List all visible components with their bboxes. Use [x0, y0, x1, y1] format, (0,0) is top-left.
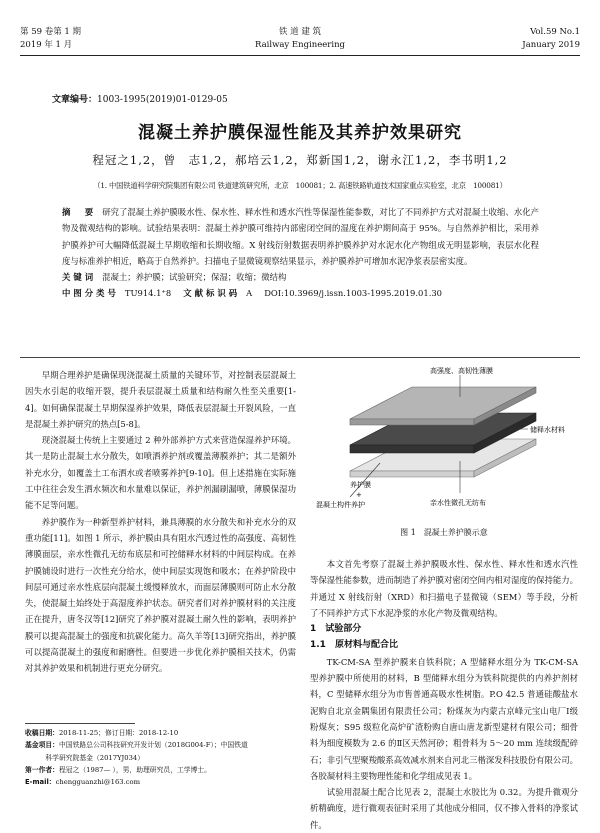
- section-heading: 1 试验部分: [310, 624, 362, 635]
- clc-label: 中图分类号: [62, 288, 119, 299]
- label-plus: +: [356, 491, 362, 499]
- header-journal-cn: 铁 道 建 筑: [278, 27, 322, 37]
- figure-caption: 图 1 混凝土养护膜示意: [400, 528, 488, 537]
- body-paragraph: 现浇混凝土传统上主要通过 2 种外部养护方式来营造保湿养护环境。其一是防止混凝土水分散失，如喷洒养护剂或覆盖薄膜养护；其二是额外补充水分，如覆盖土工布洒水或者喷雾养护[9-10]。但上述措施在实际施工中往往会发生洒水频次和水量难以保证，养护剂漏刷漏喷，薄膜保湿功能不足等问题。: [25, 435, 296, 511]
- paper-title: 混凝土养护膜保湿性能及其养护效果研究: [138, 123, 462, 143]
- header-volume-date-en: [522, 26, 580, 52]
- email-label: E-mail：: [25, 778, 56, 787]
- doc-code-label: 文献标识码: [183, 288, 241, 299]
- abstract: [62, 204, 539, 269]
- body-paragraph: 养护膜作为一种新型养护材料，兼具薄膜的水分散失和补充水分的双重功能[11]。如图 1 所示，养护膜由具有阻水汽透过性的高强度、高韧性薄膜面层，亲水性微孔无纺布底层和可控储释水材料的中间层构成。在养护膜铺设时进行一次性充分给水，使中间层实现饱和吸水；在养护阶段中间层可通过亲水性底层向混凝土缓慢释放水，而面层薄膜则可防止水分散失，使混凝土始终处于高湿度养护状态。研究者们对养护膜材料的关注度正在提升，唐冬汉等[12]研究了养护膜对混凝土耐久性的影响，表明养护膜可以提高混凝土的强度和抗碳化能力。高久羊等[13]研究指出，养护膜可以提高混凝土的强度和耐磨性。但要进一步优化养护膜相关技术，仍需对其养护效果和机制进行更充分研究。: [25, 516, 296, 674]
- abstract-text: 研究了混凝土养护膜吸水性、保水性、释水性和透水汽性等保湿性能参数，对比了不同养护方式对混凝土收缩、水化产物及微观结构的影响。试验结果表明：混凝土养护膜可维持内部密闭空间的湿度在养护期间高于 95%。与自然养护相比，采用养护膜养护可大幅降低混凝土早期收缩和长期收缩。X 射线衍射数据表明养护膜养护对水泥水化产物组成无明显影响，表层水化程度与标准养护相近，略高于自然养护。扫描电子显微镜观察结果显示，养护膜养护可增加水泥净浆表层密实度。: [62, 207, 539, 266]
- header-date-cn: 2019 年 1 月: [20, 40, 73, 50]
- abstract-label: 摘 要: [62, 207, 97, 217]
- keywords: [62, 269, 539, 285]
- fund-label: 基金项目：: [25, 741, 59, 750]
- left-column: [25, 367, 296, 677]
- header-volume-en: Vol.59 No.1: [530, 27, 580, 37]
- label-membrane: 养护膜: [350, 481, 371, 489]
- clc-value: TU914.1⁺8: [124, 288, 172, 299]
- mix-paragraph: 试验用混凝土配合比见表 2，混凝土水胶比为 0.32。为提升微观分析精确度，进行微观表征时采用了其他成分相同，仅不掺入骨料的净浆试件。: [310, 787, 578, 830]
- first-author: 程冠之（1987— ），男，助理研究员，工学博士。: [58, 765, 211, 774]
- doi: DOI:10.3969/j.issn.1003-1995.2019.01.30: [264, 288, 443, 299]
- label-storage: 储释水材料: [530, 426, 565, 434]
- figure-curing-membrane-diagram: [310, 363, 578, 525]
- doc-code-value: A: [246, 288, 253, 299]
- abstract-divider: [20, 357, 580, 358]
- article-number: [52, 92, 228, 105]
- header-date-en: January 2019: [522, 40, 580, 50]
- footnote-divider: [25, 723, 135, 724]
- fund-line-1: 中国铁路总公司科技研究开发计划（2018G004-F）；中国铁道: [58, 741, 248, 750]
- fund-line-2: 科学研究院基金（2017YJ034）: [45, 753, 145, 762]
- article-number-value: 1003-1995(2019)01-0129-05: [97, 95, 228, 105]
- header-journal-en: Railway Engineering: [254, 40, 346, 50]
- keywords-text: 混凝土；养护膜；试验研究；保湿；收缩；微结构: [102, 272, 287, 283]
- abstract-block: [62, 204, 539, 302]
- label-nonwoven: 亲水性微孔无纺布: [430, 499, 486, 507]
- intro-paragraph: 本文首先考察了混凝土养护膜吸水性、保水性、释水性和透水汽性等保湿性能参数，进而制造了养护膜对密闭空间内相对湿度的保持能力。并通过 X 射线衍射（XRD）和扫描电子显微镜（SEM）等手段，分析了不同养护方式下水泥净浆的水化产物及微观结构。: [310, 559, 578, 618]
- keywords-label: 关键词: [62, 272, 97, 283]
- label-film: 高强度、高韧性薄膜: [430, 367, 493, 375]
- right-column: [310, 556, 578, 833]
- materials-paragraph: TK-CM-SA 型养护膜来自铁科院；A 型储释水组分为 TK-CM-SA 型养护膜中所使用的材料，B 型储释水组分为铁科院提供的内养护剂材料，C 型储释水组分为市售普通高吸水性树脂。P.O 42.5 普通硅酸盐水泥购自北京金隅集团有限责任公司；粉煤灰为内蒙古京峰元宝山电厂Ⅰ级粉煤灰；S95 级粒化高炉矿渣粉购自唐山唐龙新型建材有限公司；细骨料为细度模数为 2.6 的Ⅱ区天然河砂；粗骨料为 5～20 mm 连续级配碎石；非引气型聚羧酸系高效减水剂来自河北三楷深发科技股份有限公司。各胶凝材料主要物理性能和化学组成见表 1。: [310, 656, 578, 781]
- header-volume-cn: 第 59 卷第 1 期: [20, 27, 82, 37]
- subsection-heading: 1.1 原材料与配合比: [310, 640, 398, 651]
- article-number-label: 文章编号：: [52, 95, 98, 105]
- footnotes: [25, 727, 305, 788]
- label-concrete: 混凝土构件养护: [316, 501, 365, 509]
- body-paragraph: 早期合理养护是确保现浇混凝土质量的关键环节，对控制表层混凝土因失水引起的收缩开裂，提升表层混凝土质量和结构耐久性至关重要[1-4]。如何确保混凝土早期保湿养护效果，降低表层混凝土开裂风险，一直是混凝土养护研究的热点[5-8]。: [25, 370, 296, 429]
- received-label: 收稿日期：: [25, 729, 59, 737]
- affiliations: （1. 中国铁道科学研究院集团有限公司 铁道建筑研究所，北京 100081；2. 高速铁路轨道技术国家重点实验室，北京 100081）: [93, 181, 507, 190]
- author-label: 第一作者：: [25, 765, 59, 774]
- received-dates: 2018-11-25；修订日期：2018-12-10: [58, 729, 179, 737]
- classification-line: [62, 285, 539, 301]
- header-divider: [20, 55, 580, 56]
- membrane-top-layer-edge: [350, 419, 474, 425]
- email-link[interactable]: chengguanzhi@163.com: [55, 778, 141, 787]
- header-journal: [0, 26, 600, 52]
- membrane-middle-layer-edge: [350, 445, 474, 453]
- author-list: 程冠之1,2，曾 志1,2，郝培云1,2，郑新国1,2，谢永江1,2，李书明1,2: [92, 153, 508, 167]
